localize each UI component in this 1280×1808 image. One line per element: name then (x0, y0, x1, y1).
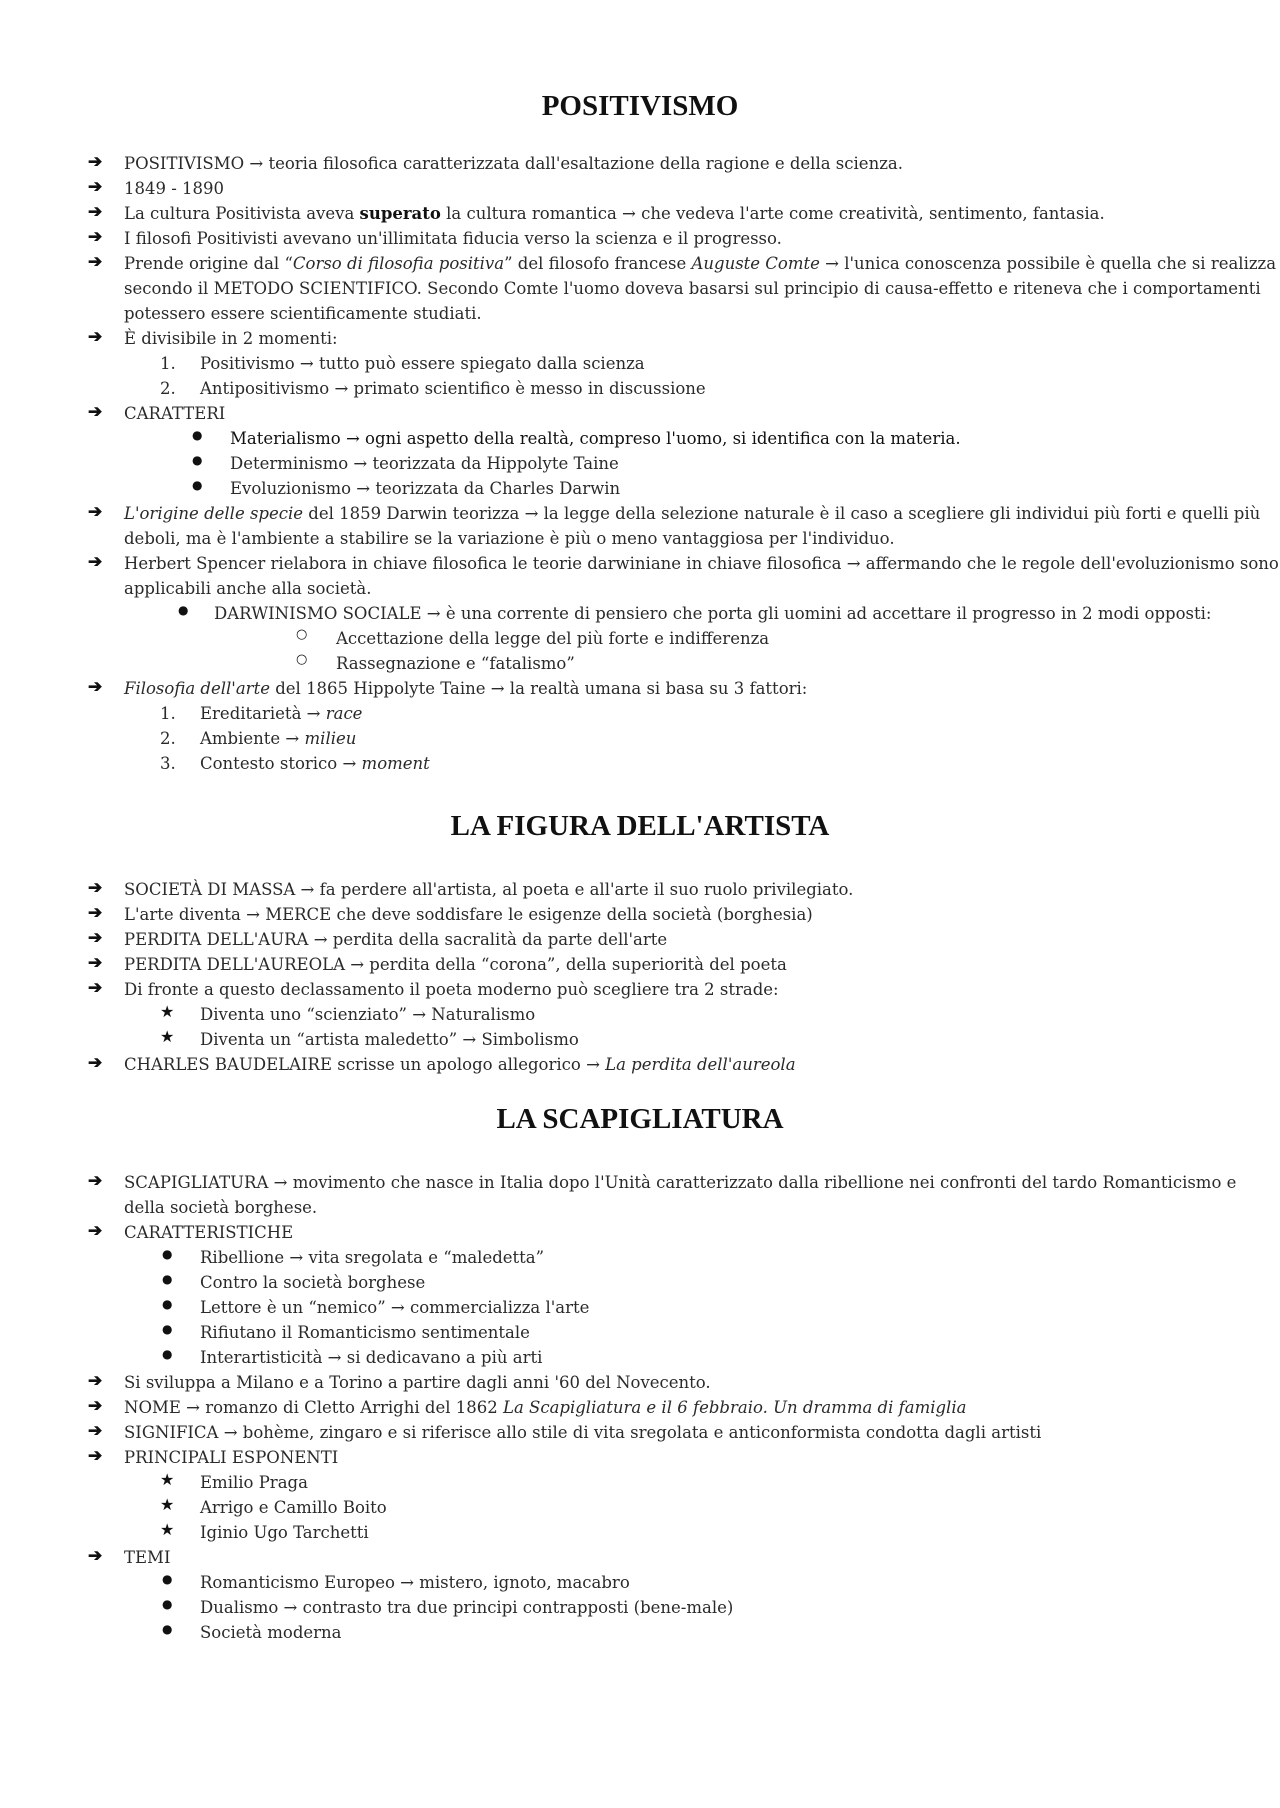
italic-text: Filosofia dell'arte (124, 679, 270, 698)
bullet-item: Materialismo → ogni aspetto della realtà, compreso l'uomo, si identifica con la materia. (230, 429, 961, 448)
arrow-bullet-icon: ➔ (88, 1221, 103, 1241)
sub-bullet-item: Rassegnazione e “fatalismo” (336, 654, 575, 673)
arrow-bullet-icon: ➔ (88, 1053, 103, 1073)
bullet-item: Romanticismo Europeo → mistero, ignoto, macabro (200, 1573, 630, 1592)
arrow-bullet-icon: ➔ (88, 953, 103, 973)
text-segment: CHARLES BAUDELAIRE scrisse un apologo allegorico → (124, 1055, 606, 1074)
arrow-bullet-icon: ➔ (88, 978, 103, 998)
arrow-bullet-icon: ➔ (88, 1421, 103, 1441)
dot-bullet-icon: ● (162, 1297, 173, 1311)
dot-bullet-icon: ● (162, 1622, 173, 1636)
list-item: Herbert Spencer rielabora in chiave filosofica le teorie darwiniane in chiave filosofica → affermando che le regole dell'evoluzionismo sono (124, 554, 1279, 573)
italic-text: La perdita dell'aureola (605, 1055, 796, 1074)
italic-text: Corso di filosofia positiva (292, 254, 505, 273)
dot-bullet-icon: ● (162, 1347, 173, 1361)
italic-text: La Scapigliatura e il 6 febbraio. Un dramma di famiglia (502, 1398, 967, 1417)
italic-text: milieu (304, 729, 357, 748)
text-segment: del 1865 Hippolyte Taine → la realtà umana si basa su 3 fattori: (269, 679, 808, 698)
list-item: SIGNIFICA → bohème, zingaro e si riferisce allo stile di vita sregolata e anticonformista condotta dagli artisti (124, 1423, 1042, 1442)
text-segment: del 1859 Darwin teorizza → la legge della selezione naturale è il caso a scegliere gli individui più forti e quelli più (303, 504, 1261, 523)
section-title-scapigliatura: LA SCAPIGLIATURA (496, 1103, 784, 1135)
list-item (124, 201, 1105, 226)
arrow-bullet-icon: ➔ (88, 202, 103, 222)
italic-text: L'origine delle specie (124, 504, 304, 523)
circle-bullet-icon: ○ (296, 652, 308, 667)
list-item (124, 1395, 966, 1420)
bullet-item: Determinismo → teorizzata da Hippolyte Taine (230, 454, 619, 473)
arrow-bullet-icon: ➔ (88, 677, 103, 697)
arrow-bullet-icon: ➔ (88, 227, 103, 247)
bullet-item: Lettore è un “nemico” → commercializza l'arte (200, 1298, 590, 1317)
arrow-bullet-icon: ➔ (88, 552, 103, 572)
bullet-item: Società moderna (200, 1623, 342, 1642)
list-item: L'arte diventa → MERCE che deve soddisfare le esigenze della società (borghesia) (124, 905, 813, 924)
numbered-item (200, 751, 430, 776)
list-item: I filosofi Positivisti avevano un'illimitata fiducia verso la scienza e il progresso. (124, 229, 782, 248)
bullet-item: Interartisticità → si dedicavano a più arti (200, 1348, 543, 1367)
dot-bullet-icon: ● (192, 428, 203, 442)
arrow-bullet-icon: ➔ (88, 1171, 103, 1191)
dot-bullet-icon: ● (162, 1272, 173, 1286)
numbered-item (200, 701, 362, 726)
numbered-item (200, 726, 356, 751)
section-title-positivismo: POSITIVISMO (541, 90, 739, 122)
text-segment: NOME → romanzo di Cletto Arrighi del 1862 (124, 1398, 503, 1417)
star-bullet-icon: ★ (160, 1470, 175, 1489)
bold-text: superato (359, 204, 441, 223)
arrow-bullet-icon: ➔ (88, 1546, 103, 1566)
list-item: PRINCIPALI ESPONENTI (124, 1448, 339, 1467)
star-item: Diventa un “artista maledetto” → Simbolismo (200, 1030, 579, 1049)
list-item-continuation: applicabili anche alla società. (124, 579, 372, 598)
number-marker: 1. (160, 354, 176, 373)
bullet-item: Dualismo → contrasto tra due principi contrapposti (bene-male) (200, 1598, 734, 1617)
list-item: CARATTERI (124, 404, 226, 423)
list-item: PERDITA DELL'AURA → perdita della sacralità da parte dell'arte (124, 930, 668, 949)
italic-text: moment (361, 754, 430, 773)
star-item: Emilio Praga (200, 1473, 308, 1492)
bullet-item: DARWINISMO SOCIALE → è una corrente di pensiero che porta gli uomini ad accettare il progresso in 2 modi opposti: (214, 604, 1212, 623)
dot-bullet-icon: ● (192, 478, 203, 492)
circle-bullet-icon: ○ (296, 627, 308, 642)
list-item-continuation: potessero essere scientificamente studiati. (124, 304, 482, 323)
number-marker: 2. (160, 729, 176, 748)
bullet-item: Rifiutano il Romanticismo sentimentale (200, 1323, 530, 1342)
list-item: 1849 - 1890 (124, 179, 225, 198)
dot-bullet-icon: ● (162, 1322, 173, 1336)
list-item: TEMI (124, 1548, 171, 1567)
number-marker: 1. (160, 704, 176, 723)
list-item: SCAPIGLIATURA → movimento che nasce in Italia dopo l'Unità caratterizzato dalla ribellione nei confronti del tardo Romanticismo e (124, 1173, 1237, 1192)
star-item: Iginio Ugo Tarchetti (200, 1523, 369, 1542)
list-item: SOCIETÀ DI MASSA → fa perdere all'artista, al poeta e all'arte il suo ruolo privilegiato. (124, 880, 854, 899)
text-segment: La cultura Positivista aveva (124, 204, 360, 223)
arrow-bullet-icon: ➔ (88, 878, 103, 898)
list-item: PERDITA DELL'AUREOLA → perdita della “corona”, della superiorità del poeta (124, 955, 787, 974)
text-segment: Ambiente → (200, 729, 305, 748)
sub-bullet-item: Accettazione della legge del più forte e indifferenza (336, 629, 770, 648)
star-bullet-icon: ★ (160, 1520, 175, 1539)
star-item: Diventa uno “scienziato” → Naturalismo (200, 1005, 536, 1024)
arrow-bullet-icon: ➔ (88, 502, 103, 522)
text-segment: Ereditarietà → (200, 704, 326, 723)
star-bullet-icon: ★ (160, 1027, 175, 1046)
list-item: Si sviluppa a Milano e a Torino a partire dagli anni '60 del Novecento. (124, 1373, 711, 1392)
dot-bullet-icon: ● (162, 1572, 173, 1586)
arrow-bullet-icon: ➔ (88, 1446, 103, 1466)
list-item-continuation: deboli, ma è l'ambiente a stabilire se la variazione è più o meno vantaggiosa per l'individuo. (124, 529, 895, 548)
text-segment: Prende origine dal “ (124, 254, 293, 273)
text-segment: la cultura romantica → che vedeva l'arte come creatività, sentimento, fantasia. (440, 204, 1105, 223)
number-marker: 3. (160, 754, 176, 773)
arrow-bullet-icon: ➔ (88, 928, 103, 948)
italic-text: Auguste Comte (691, 254, 820, 273)
numbered-item: Positivismo → tutto può essere spiegato dalla scienza (200, 354, 645, 373)
dot-bullet-icon: ● (178, 603, 189, 617)
arrow-bullet-icon: ➔ (88, 903, 103, 923)
list-item: Di fronte a questo declassamento il poeta moderno può scegliere tra 2 strade: (124, 980, 779, 999)
arrow-bullet-icon: ➔ (88, 177, 103, 197)
arrow-bullet-icon: ➔ (88, 1396, 103, 1416)
star-bullet-icon: ★ (160, 1002, 175, 1021)
italic-text: race (325, 704, 363, 723)
arrow-bullet-icon: ➔ (88, 1371, 103, 1391)
bullet-item: Contro la società borghese (200, 1273, 426, 1292)
arrow-bullet-icon: ➔ (88, 402, 103, 422)
list-item-continuation: della società borghese. (124, 1198, 318, 1217)
arrow-bullet-icon: ➔ (88, 327, 103, 347)
list-item: È divisibile in 2 momenti: (124, 329, 338, 348)
text-segment: Contesto storico → (200, 754, 362, 773)
arrow-bullet-icon: ➔ (88, 152, 103, 172)
section-title-figura-artista: LA FIGURA DELL'ARTISTA (450, 810, 830, 842)
list-item: POSITIVISMO → teoria filosofica caratterizzata dall'esaltazione della ragione e della scienza. (124, 154, 903, 173)
dot-bullet-icon: ● (192, 453, 203, 467)
numbered-item: Antipositivismo → primato scientifico è messo in discussione (200, 379, 706, 398)
text-segment: ” del filosofo francese (504, 254, 692, 273)
dot-bullet-icon: ● (162, 1247, 173, 1261)
list-item (124, 676, 807, 701)
bullet-item: Evoluzionismo → teorizzata da Charles Darwin (230, 479, 621, 498)
list-item: CARATTERISTICHE (124, 1223, 294, 1242)
list-item (124, 501, 1260, 526)
arrow-bullet-icon: ➔ (88, 252, 103, 272)
star-bullet-icon: ★ (160, 1495, 175, 1514)
list-item (124, 251, 1276, 276)
text-segment: → l'unica conoscenza possibile è quella che si realizza (819, 254, 1277, 273)
dot-bullet-icon: ● (162, 1597, 173, 1611)
star-item: Arrigo e Camillo Boito (200, 1498, 387, 1517)
list-item (124, 1052, 796, 1077)
bullet-item: Ribellione → vita sregolata e “maledetta” (200, 1248, 545, 1267)
list-item-continuation: secondo il METODO SCIENTIFICO. Secondo Comte l'uomo doveva basarsi sul principio di causa-effetto e riteneva che i comportamenti (124, 279, 1261, 298)
number-marker: 2. (160, 379, 176, 398)
